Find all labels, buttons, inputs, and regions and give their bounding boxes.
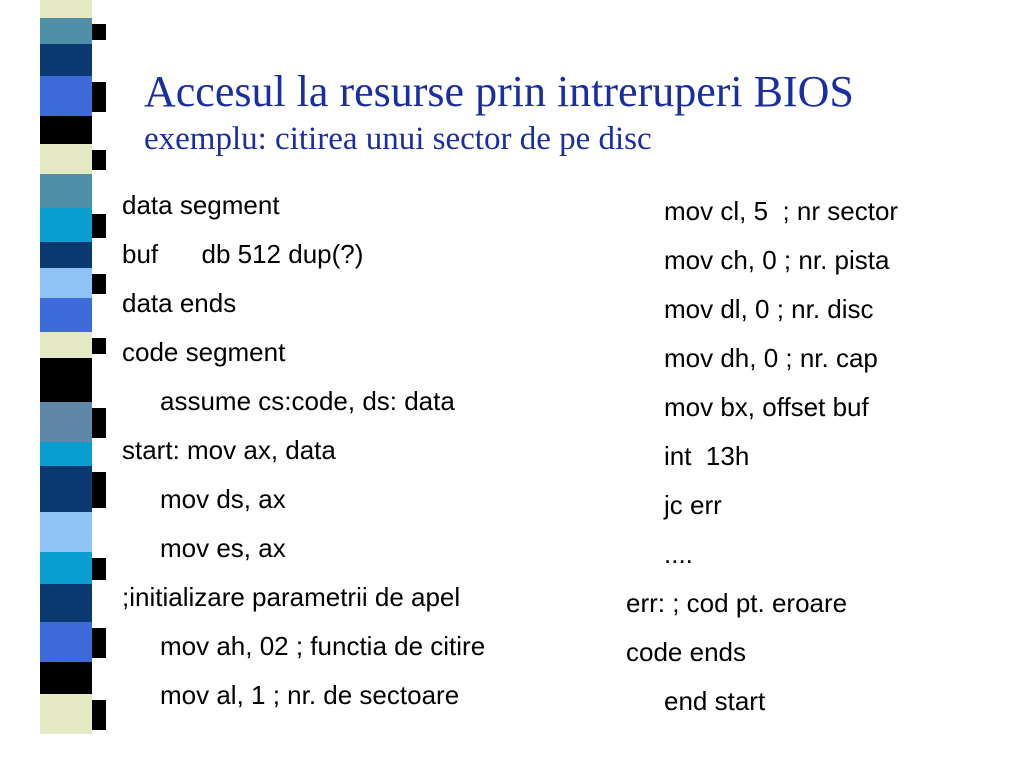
code-line: start: mov ax, data (122, 435, 336, 465)
decorative-stripe (40, 622, 92, 662)
decorative-stripe-shadow-block (92, 472, 106, 508)
code-line: ;initializare parametrii de apel (122, 582, 461, 612)
decorative-stripe (40, 76, 92, 116)
decorative-stripe (40, 0, 92, 18)
decorative-stripe (40, 512, 92, 552)
code-line: data segment (122, 190, 280, 220)
slide-title: Accesul la resurse prin intreruperi BIOS (144, 67, 854, 116)
code-line: assume cs:code, ds: data (160, 386, 455, 416)
decorative-stripe (40, 268, 92, 298)
decorative-stripe (40, 18, 92, 44)
decorative-stripe-shadow-block (92, 214, 106, 238)
code-line: mov bx, offset buf (664, 392, 869, 422)
decorative-stripe-band (40, 0, 92, 768)
decorative-stripe (40, 466, 92, 512)
code-line: mov al, 1 ; nr. de sectoare (160, 680, 460, 710)
decorative-stripe-shadow-block (92, 82, 106, 112)
decorative-stripe (40, 242, 92, 268)
code-line: err: ; cod pt. eroare (626, 588, 848, 618)
code-line: data ends (122, 288, 237, 318)
decorative-stripe-shadow-block (92, 24, 106, 40)
code-line: code segment (122, 337, 286, 367)
code-line: mov ch, 0 ; nr. pista (664, 245, 890, 275)
decorative-stripe (40, 144, 92, 174)
decorative-stripe-shadow-block (92, 628, 106, 658)
code-line: mov es, ax (160, 533, 286, 563)
decorative-stripe (40, 44, 92, 76)
decorative-stripe (40, 208, 92, 242)
code-line: int 13h (664, 441, 750, 471)
decorative-stripe (40, 174, 92, 208)
code-line: buf db 512 dup(?) (122, 239, 364, 269)
decorative-stripe (40, 442, 92, 466)
code-line: mov ds, ax (160, 484, 286, 514)
decorative-stripe-shadow-block (92, 150, 106, 170)
decorative-stripe (40, 298, 92, 332)
code-line: mov cl, 5 ; nr sector (664, 196, 899, 226)
decorative-stripe (40, 402, 92, 442)
code-column-left (122, 190, 592, 729)
decorative-stripe (40, 694, 92, 734)
decorative-stripe (40, 662, 92, 694)
title-block (144, 66, 854, 158)
code-line: mov dh, 0 ; nr. cap (664, 343, 878, 373)
decorative-stripe-shadow-block (92, 408, 106, 438)
decorative-stripe (40, 116, 92, 144)
decorative-stripe-shadow (92, 0, 106, 768)
code-line: end start (664, 686, 766, 716)
code-line: code ends (626, 637, 746, 667)
code-line: jc err (664, 490, 722, 520)
decorative-stripe (40, 552, 92, 584)
code-column-right (626, 196, 1016, 735)
code-line: mov ah, 02 ; functia de citire (160, 631, 486, 661)
decorative-stripe-shadow-block (92, 338, 106, 354)
decorative-stripe (40, 584, 92, 622)
decorative-stripe (40, 358, 92, 402)
code-line: .... (664, 539, 693, 569)
slide-subtitle: exemplu: citirea unui sector de pe disc (144, 121, 652, 157)
code-line: mov dl, 0 ; nr. disc (664, 294, 874, 324)
decorative-stripe-shadow-block (92, 700, 106, 730)
decorative-stripe-shadow-block (92, 558, 106, 580)
decorative-stripe-shadow-block (92, 274, 106, 294)
decorative-stripe (40, 332, 92, 358)
